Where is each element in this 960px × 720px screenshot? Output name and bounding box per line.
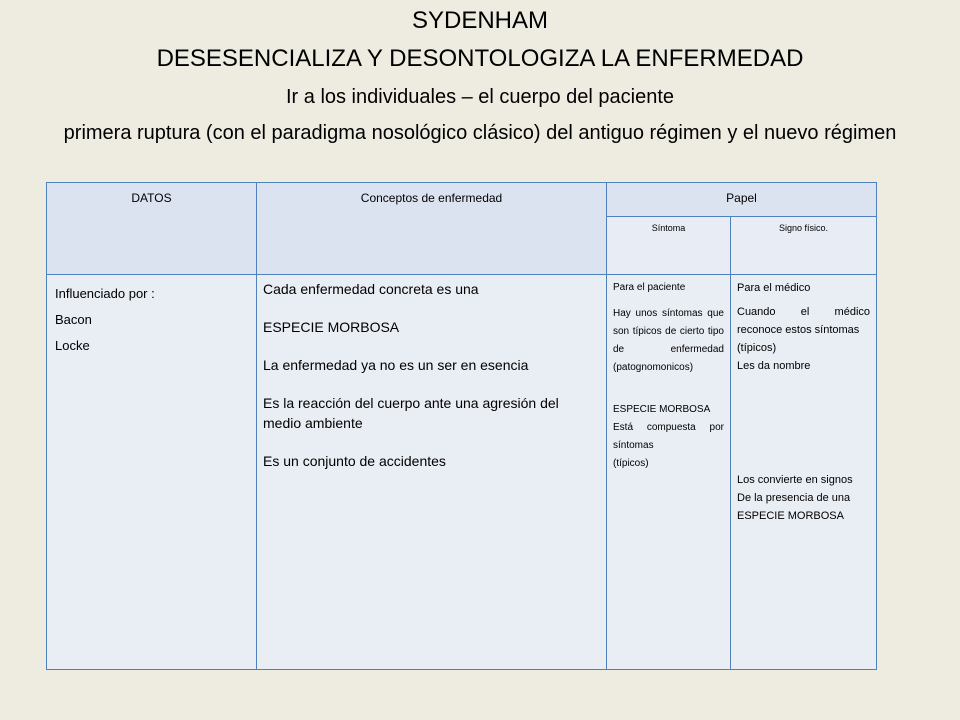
header-signo: Signo físico. [731, 217, 877, 275]
signo-tipicos: (típicos) [737, 342, 777, 354]
sintoma-tipicos: (típicos) [613, 458, 649, 469]
title-heading: DESESENCIALIZA Y DESONTOLOGIZA LA ENFERMEDAD [156, 45, 804, 72]
datos-bacon: Bacon [55, 312, 92, 327]
cell-signo [731, 275, 877, 670]
signo-nombre: Les da nombre [737, 360, 811, 372]
signo-presencia: De la presencia de una [737, 492, 851, 504]
concepto-item: Cada enfermedad concreta es una [263, 281, 479, 297]
concepto-item: ESPECIE MORBOSA [263, 319, 400, 335]
sintoma-para: Para el paciente [613, 282, 686, 293]
sintoma-compuesta: Está compuesta por síntomas [613, 422, 724, 451]
sintoma-hay: Hay unos síntomas que son típicos de cierto tipo de enfermedad (patognomonicos) [613, 308, 724, 373]
datos-locke: Locke [55, 338, 90, 353]
cell-conceptos [257, 275, 607, 670]
header-datos: DATOS [47, 183, 257, 275]
header-sintoma: Síntoma [607, 217, 731, 275]
signo-convierte: Los convierte en signos [737, 474, 853, 486]
header-conceptos: Conceptos de enfermedad [257, 183, 607, 275]
title-subheading: Ir a los individuales – el cuerpo del paciente [285, 86, 675, 108]
sintoma-especie: ESPECIE MORBOSA [613, 404, 711, 415]
cell-sintoma [607, 275, 731, 670]
header-papel: Papel [607, 183, 877, 217]
title-rupture: primera ruptura (con el paradigma nosológico clásico) del antiguo régimen y el nuevo régimen [63, 122, 897, 144]
cell-datos [47, 275, 257, 670]
title-sydenham: SYDENHAM [411, 7, 549, 34]
concepto-item: Es la reacción del cuerpo ante una agresión del medio ambiente [263, 395, 559, 431]
signo-cuando: Cuando el médico reconoce estos síntomas [737, 306, 871, 336]
datos-influenciado: Influenciado por : [55, 286, 155, 301]
signo-para: Para el médico [737, 282, 811, 294]
signo-especie: ESPECIE MORBOSA [737, 510, 844, 522]
content-table [46, 182, 877, 670]
concepto-item: La enfermedad ya no es un ser en esencia [263, 357, 529, 373]
concepto-item: Es un conjunto de accidentes [263, 453, 446, 469]
